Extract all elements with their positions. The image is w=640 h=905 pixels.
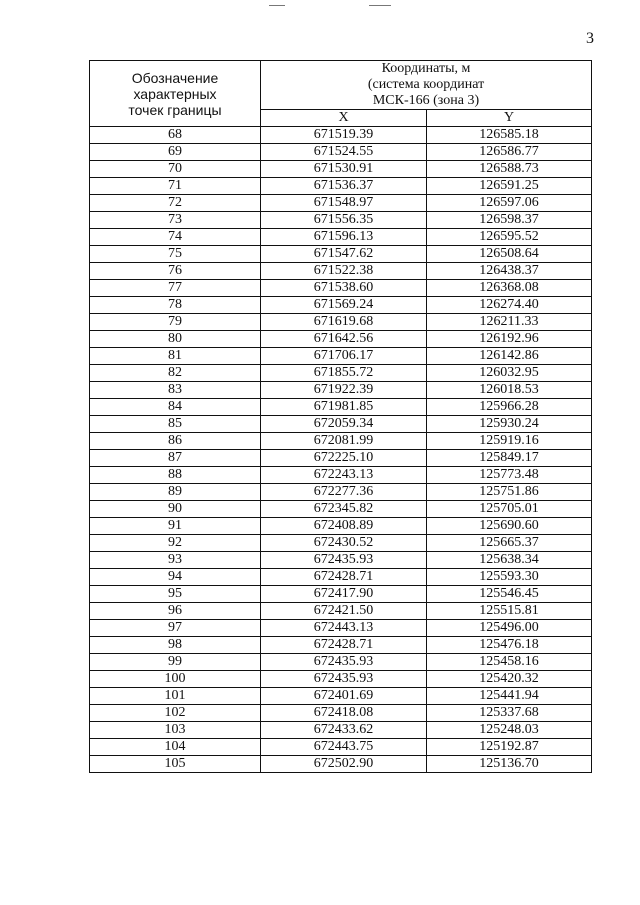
table-row <box>90 569 592 586</box>
point-cell: 96 <box>90 603 261 620</box>
y-cell: 125476.18 <box>427 637 592 654</box>
point-label-header <box>90 61 261 127</box>
x-cell: 671538.60 <box>261 280 427 297</box>
header-label-line: Обозначение <box>131 69 219 86</box>
y-cell: 125441.94 <box>427 688 592 705</box>
x-cell: 671547.62 <box>261 246 427 263</box>
point-cell: 83 <box>90 382 261 399</box>
point-cell: 86 <box>90 433 261 450</box>
point-cell: 102 <box>90 705 261 722</box>
table-row <box>90 382 592 399</box>
point-cell: 92 <box>90 535 261 552</box>
point-cell: 93 <box>90 552 261 569</box>
table-row <box>90 297 592 314</box>
y-cell: 126142.86 <box>427 348 592 365</box>
header-coords-line: Координаты, м <box>381 61 471 76</box>
table-row <box>90 127 592 144</box>
y-cell: 126588.73 <box>427 161 592 178</box>
point-cell: 81 <box>90 348 261 365</box>
x-cell: 672435.93 <box>261 654 427 671</box>
y-cell: 125705.01 <box>427 501 592 518</box>
table-row <box>90 501 592 518</box>
point-cell: 77 <box>90 280 261 297</box>
y-cell: 125919.16 <box>427 433 592 450</box>
x-cell: 672443.75 <box>261 739 427 756</box>
y-cell: 126274.40 <box>427 297 592 314</box>
y-cell: 125638.34 <box>427 552 592 569</box>
table-row <box>90 603 592 620</box>
y-cell: 125546.45 <box>427 586 592 603</box>
table-row <box>90 433 592 450</box>
x-cell: 672401.69 <box>261 688 427 705</box>
table-row <box>90 178 592 195</box>
x-cell: 671519.39 <box>261 127 427 144</box>
x-cell: 671556.35 <box>261 212 427 229</box>
y-cell: 125930.24 <box>427 416 592 433</box>
point-cell: 90 <box>90 501 261 518</box>
point-cell: 84 <box>90 399 261 416</box>
x-cell: 672417.90 <box>261 586 427 603</box>
point-cell: 80 <box>90 331 261 348</box>
x-cell: 671536.37 <box>261 178 427 195</box>
point-cell: 72 <box>90 195 261 212</box>
y-cell: 125690.60 <box>427 518 592 535</box>
point-cell: 75 <box>90 246 261 263</box>
point-cell: 74 <box>90 229 261 246</box>
point-cell: 103 <box>90 722 261 739</box>
point-cell: 78 <box>90 297 261 314</box>
point-cell: 97 <box>90 620 261 637</box>
table-row <box>90 756 592 773</box>
table-row <box>90 467 592 484</box>
x-cell: 671530.91 <box>261 161 427 178</box>
table-row <box>90 314 592 331</box>
point-cell: 99 <box>90 654 261 671</box>
y-cell: 125337.68 <box>427 705 592 722</box>
x-cell: 672428.71 <box>261 569 427 586</box>
point-cell: 73 <box>90 212 261 229</box>
x-cell: 671642.56 <box>261 331 427 348</box>
table-row <box>90 552 592 569</box>
x-cell: 671524.55 <box>261 144 427 161</box>
table-row <box>90 518 592 535</box>
x-cell: 671548.97 <box>261 195 427 212</box>
x-cell: 672408.89 <box>261 518 427 535</box>
x-cell: 672428.71 <box>261 637 427 654</box>
table-row <box>90 365 592 382</box>
header-scan-mark <box>269 5 285 6</box>
y-cell: 126597.06 <box>427 195 592 212</box>
y-cell: 125496.00 <box>427 620 592 637</box>
y-cell: 126018.53 <box>427 382 592 399</box>
x-cell: 671706.17 <box>261 348 427 365</box>
table-row <box>90 586 592 603</box>
point-cell: 70 <box>90 161 261 178</box>
y-cell: 126032.95 <box>427 365 592 382</box>
y-cell: 125136.70 <box>427 756 592 773</box>
y-cell: 126508.64 <box>427 246 592 263</box>
y-cell: 125458.16 <box>427 654 592 671</box>
x-cell: 672435.93 <box>261 552 427 569</box>
point-cell: 87 <box>90 450 261 467</box>
y-cell: 126192.96 <box>427 331 592 348</box>
point-cell: 100 <box>90 671 261 688</box>
y-cell: 126585.18 <box>427 127 592 144</box>
table-row <box>90 671 592 688</box>
y-cell: 126211.33 <box>427 314 592 331</box>
table-row <box>90 212 592 229</box>
y-cell: 125773.48 <box>427 467 592 484</box>
header-label-line: характерных <box>133 85 217 102</box>
y-cell: 125593.30 <box>427 569 592 586</box>
table-row <box>90 484 592 501</box>
table-row <box>90 535 592 552</box>
x-cell: 671596.13 <box>261 229 427 246</box>
x-cell: 672433.62 <box>261 722 427 739</box>
table-row <box>90 161 592 178</box>
y-cell: 125966.28 <box>427 399 592 416</box>
header-coords-line: (система координат <box>367 77 485 92</box>
table-row <box>90 620 592 637</box>
y-cell: 125665.37 <box>427 535 592 552</box>
x-cell: 672243.13 <box>261 467 427 484</box>
table-body <box>90 127 592 773</box>
point-cell: 69 <box>90 144 261 161</box>
y-cell: 125248.03 <box>427 722 592 739</box>
header-scan-mark <box>369 5 391 6</box>
point-cell: 98 <box>90 637 261 654</box>
point-cell: 88 <box>90 467 261 484</box>
table-row <box>90 450 592 467</box>
point-cell: 85 <box>90 416 261 433</box>
x-cell: 672421.50 <box>261 603 427 620</box>
x-cell: 672059.34 <box>261 416 427 433</box>
point-cell: 82 <box>90 365 261 382</box>
y-cell: 126368.08 <box>427 280 592 297</box>
x-cell: 672345.82 <box>261 501 427 518</box>
table-row <box>90 722 592 739</box>
y-cell: 126438.37 <box>427 263 592 280</box>
point-cell: 101 <box>90 688 261 705</box>
point-cell: 79 <box>90 314 261 331</box>
point-cell: 104 <box>90 739 261 756</box>
x-cell: 672225.10 <box>261 450 427 467</box>
table-row <box>90 739 592 756</box>
point-cell: 95 <box>90 586 261 603</box>
x-cell: 672277.36 <box>261 484 427 501</box>
x-cell: 672502.90 <box>261 756 427 773</box>
y-column-header: Y <box>427 110 592 127</box>
y-cell: 126598.37 <box>427 212 592 229</box>
x-column-header: X <box>261 110 427 127</box>
table-row <box>90 195 592 212</box>
table-row <box>90 348 592 365</box>
table-row <box>90 263 592 280</box>
point-cell: 94 <box>90 569 261 586</box>
y-cell: 126586.77 <box>427 144 592 161</box>
y-cell: 126595.52 <box>427 229 592 246</box>
table-row <box>90 331 592 348</box>
coordinates-header <box>261 61 592 110</box>
table-row <box>90 416 592 433</box>
x-cell: 671522.38 <box>261 263 427 280</box>
point-cell: 76 <box>90 263 261 280</box>
table-row <box>90 705 592 722</box>
point-cell: 68 <box>90 127 261 144</box>
x-cell: 671855.72 <box>261 365 427 382</box>
table-row <box>90 654 592 671</box>
table-row <box>90 144 592 161</box>
x-cell: 672418.08 <box>261 705 427 722</box>
table-row <box>90 246 592 263</box>
y-cell: 125751.86 <box>427 484 592 501</box>
x-cell: 671981.85 <box>261 399 427 416</box>
x-cell: 671569.24 <box>261 297 427 314</box>
x-cell: 671619.68 <box>261 314 427 331</box>
x-cell: 672081.99 <box>261 433 427 450</box>
x-cell: 671922.39 <box>261 382 427 399</box>
y-cell: 125192.87 <box>427 739 592 756</box>
y-cell: 125849.17 <box>427 450 592 467</box>
y-cell: 125420.32 <box>427 671 592 688</box>
header-label-line: точек границы <box>128 101 222 118</box>
point-cell: 89 <box>90 484 261 501</box>
table-row <box>90 688 592 705</box>
x-cell: 672443.13 <box>261 620 427 637</box>
x-cell: 672435.93 <box>261 671 427 688</box>
header-coords-line: МСК-166 (зона 3) <box>372 93 480 108</box>
y-cell: 126591.25 <box>427 178 592 195</box>
x-cell: 672430.52 <box>261 535 427 552</box>
point-cell: 91 <box>90 518 261 535</box>
point-cell: 71 <box>90 178 261 195</box>
coordinates-table <box>89 60 592 773</box>
table-row <box>90 280 592 297</box>
point-cell: 105 <box>90 756 261 773</box>
table-row <box>90 637 592 654</box>
table-row <box>90 399 592 416</box>
table-row <box>90 229 592 246</box>
y-cell: 125515.81 <box>427 603 592 620</box>
page-number: 3 <box>586 30 594 47</box>
